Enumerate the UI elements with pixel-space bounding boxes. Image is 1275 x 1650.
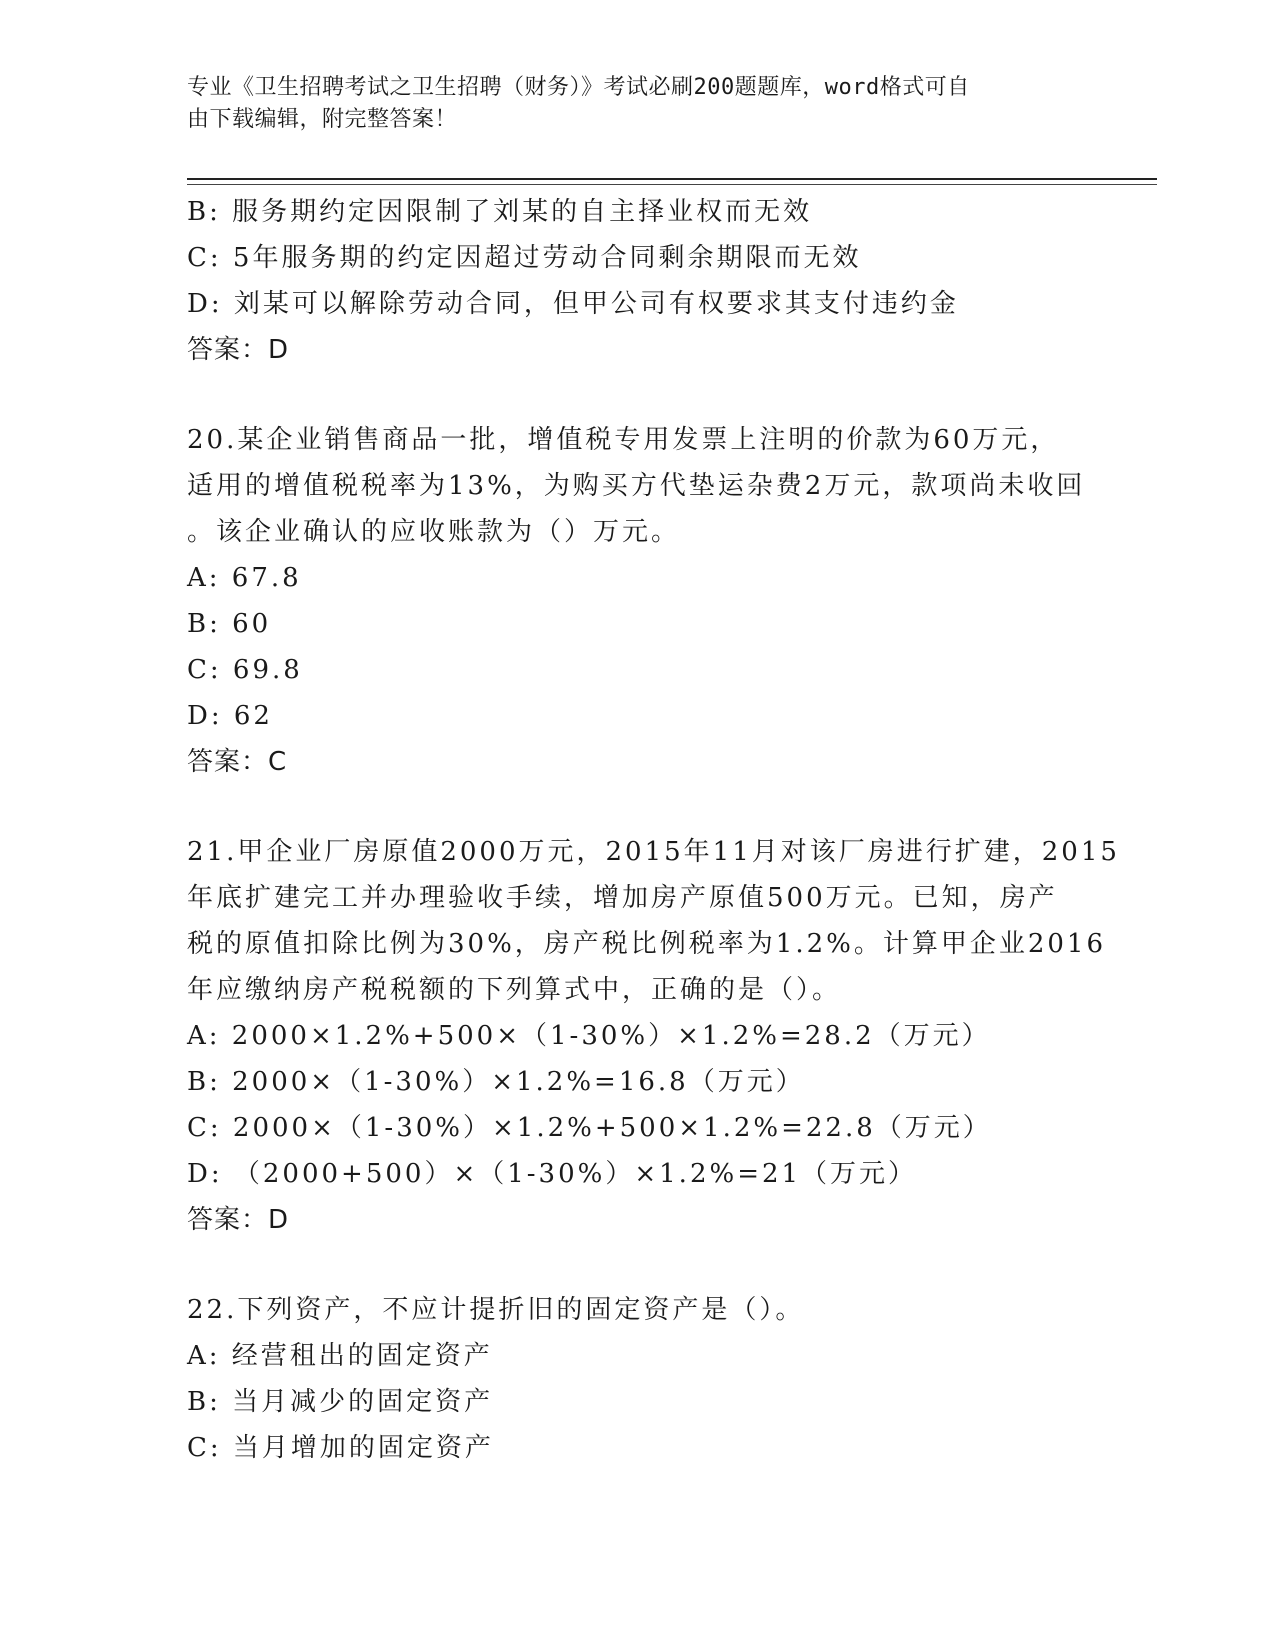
question-stem-line: 适用的增值税税率为13%，为购买方代垫运杂费2万元，款项尚未收回	[187, 471, 1086, 501]
header-line-2: 由下载编辑，附完整答案！	[187, 107, 458, 132]
header-divider-thin	[187, 184, 1157, 185]
question-stem-line: 22.下列资产，不应计提折旧的固定资产是（）。	[187, 1295, 805, 1325]
option-a: A: 经营租出的固定资产	[187, 1341, 493, 1371]
option-c: C: 5年服务期的约定因超过劳动合同剩余期限而无效	[187, 243, 862, 273]
option-d: D: 刘某可以解除劳动合同，但甲公司有权要求其支付违约金	[187, 289, 959, 319]
question-stem-line: 。该企业确认的应收账款为（）万元。	[187, 517, 681, 547]
option-b: B: 服务期约定因限制了刘某的自主择业权而无效	[187, 197, 813, 227]
answer: 答案：D	[187, 1205, 290, 1235]
option-c: C: 2000×（1-30%）×1.2%+500×1.2%=22.8（万元）	[187, 1113, 992, 1143]
question-19-continued	[187, 189, 1087, 373]
option-b: B: 2000×（1-30%）×1.2%=16.8（万元）	[187, 1067, 805, 1097]
option-d: D: 62	[187, 701, 273, 731]
spacer	[187, 785, 1087, 829]
spacer	[187, 1243, 1087, 1287]
question-stem-line: 21.甲企业厂房原值2000万元，2015年11月对该厂房进行扩建，2015	[187, 837, 1120, 867]
option-b: B: 60	[187, 609, 272, 639]
header-line-1: 专业《卫生招聘考试之卫生招聘（财务）》考试必刷200题题库，word格式可自	[187, 75, 970, 100]
option-a: A: 67.8	[187, 563, 302, 593]
option-c: C: 69.8	[187, 655, 303, 685]
question-21	[187, 829, 1120, 1243]
question-stem-line: 年底扩建完工并办理验收手续，增加房产原值500万元。已知，房产	[187, 883, 1058, 913]
question-stem-line: 税的原值扣除比例为30%，房产税比例税率为1.2%。计算甲企业2016	[187, 929, 1107, 959]
option-d: D: （2000+500）×（1-30%）×1.2%=21（万元）	[187, 1159, 918, 1189]
document-header	[187, 72, 1067, 136]
header-divider-thick	[187, 178, 1157, 180]
question-20	[187, 417, 1087, 785]
document-body	[187, 189, 1120, 1471]
option-c: C: 当月增加的固定资产	[187, 1433, 494, 1463]
option-a: A: 2000×1.2%+500×（1-30%）×1.2%=28.2（万元）	[187, 1021, 991, 1051]
spacer	[187, 373, 1087, 417]
question-stem-line: 年应缴纳房产税税额的下列算式中，正确的是（）。	[187, 975, 842, 1005]
question-stem-line: 20.某企业销售商品一批，增值税专用发票上注明的价款为60万元，	[187, 425, 1060, 455]
question-22	[187, 1287, 1087, 1471]
answer: 答案：D	[187, 335, 290, 365]
answer: 答案：C	[187, 747, 288, 777]
option-b: B: 当月减少的固定资产	[187, 1387, 494, 1417]
